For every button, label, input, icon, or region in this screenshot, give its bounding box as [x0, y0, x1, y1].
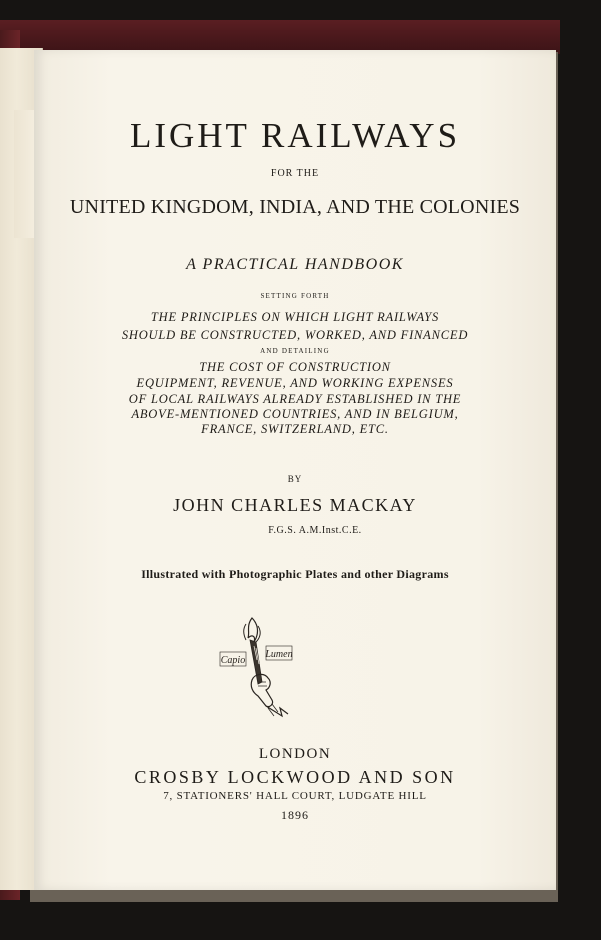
for-the-text: FOR THE	[270, 168, 320, 179]
setting-forth-text: SETTING FORTH	[260, 292, 330, 300]
publisher-address: 7, STATIONERS' HALL COURT, LUDGATE HILL	[163, 790, 427, 802]
principles-line: THE PRINCIPLES ON WHICH LIGHT RAILWAYS	[150, 310, 440, 324]
cost-line: ABOVE-MENTIONED COUNTRIES, AND IN BELGIUM,	[131, 407, 459, 421]
cost-line: FRANCE, SWITZERLAND, ETC.	[201, 422, 389, 436]
author-name: JOHN CHARLES MACKAY	[173, 495, 417, 515]
torch-hand-device-icon	[216, 612, 316, 724]
title-page	[34, 50, 556, 890]
book-title: LIGHT RAILWAYS	[129, 116, 461, 155]
motto-word: Capio	[220, 655, 246, 666]
detailing-text: AND DETAILING	[260, 347, 330, 355]
author-credentials: F.G.S. A.M.Inst.C.E.	[268, 525, 362, 536]
principles-line: SHOULD BE CONSTRUCTED, WORKED, AND FINANCED	[121, 328, 469, 342]
publication-year: 1896	[281, 808, 309, 822]
illustrated-note: Illustrated with Photographic Plates and other Diagrams	[141, 567, 449, 581]
publisher-name: CROSBY LOCKWOOD AND SON	[134, 767, 456, 787]
practical-handbook: A PRACTICAL HANDBOOK	[186, 256, 404, 273]
subtitle-countries: UNITED KINGDOM, INDIA, AND THE COLONIES	[69, 196, 521, 218]
by-text: BY	[287, 474, 303, 484]
publisher-city: LONDON	[258, 746, 332, 762]
cost-line: EQUIPMENT, REVENUE, AND WORKING EXPENSES	[136, 376, 454, 390]
cost-line: OF LOCAL RAILWAYS ALREADY ESTABLISHED IN THE	[128, 392, 462, 406]
book-cover-top	[0, 20, 560, 54]
motto-word: Lumen	[265, 649, 293, 660]
cost-line: THE COST OF CONSTRUCTION	[199, 360, 391, 374]
